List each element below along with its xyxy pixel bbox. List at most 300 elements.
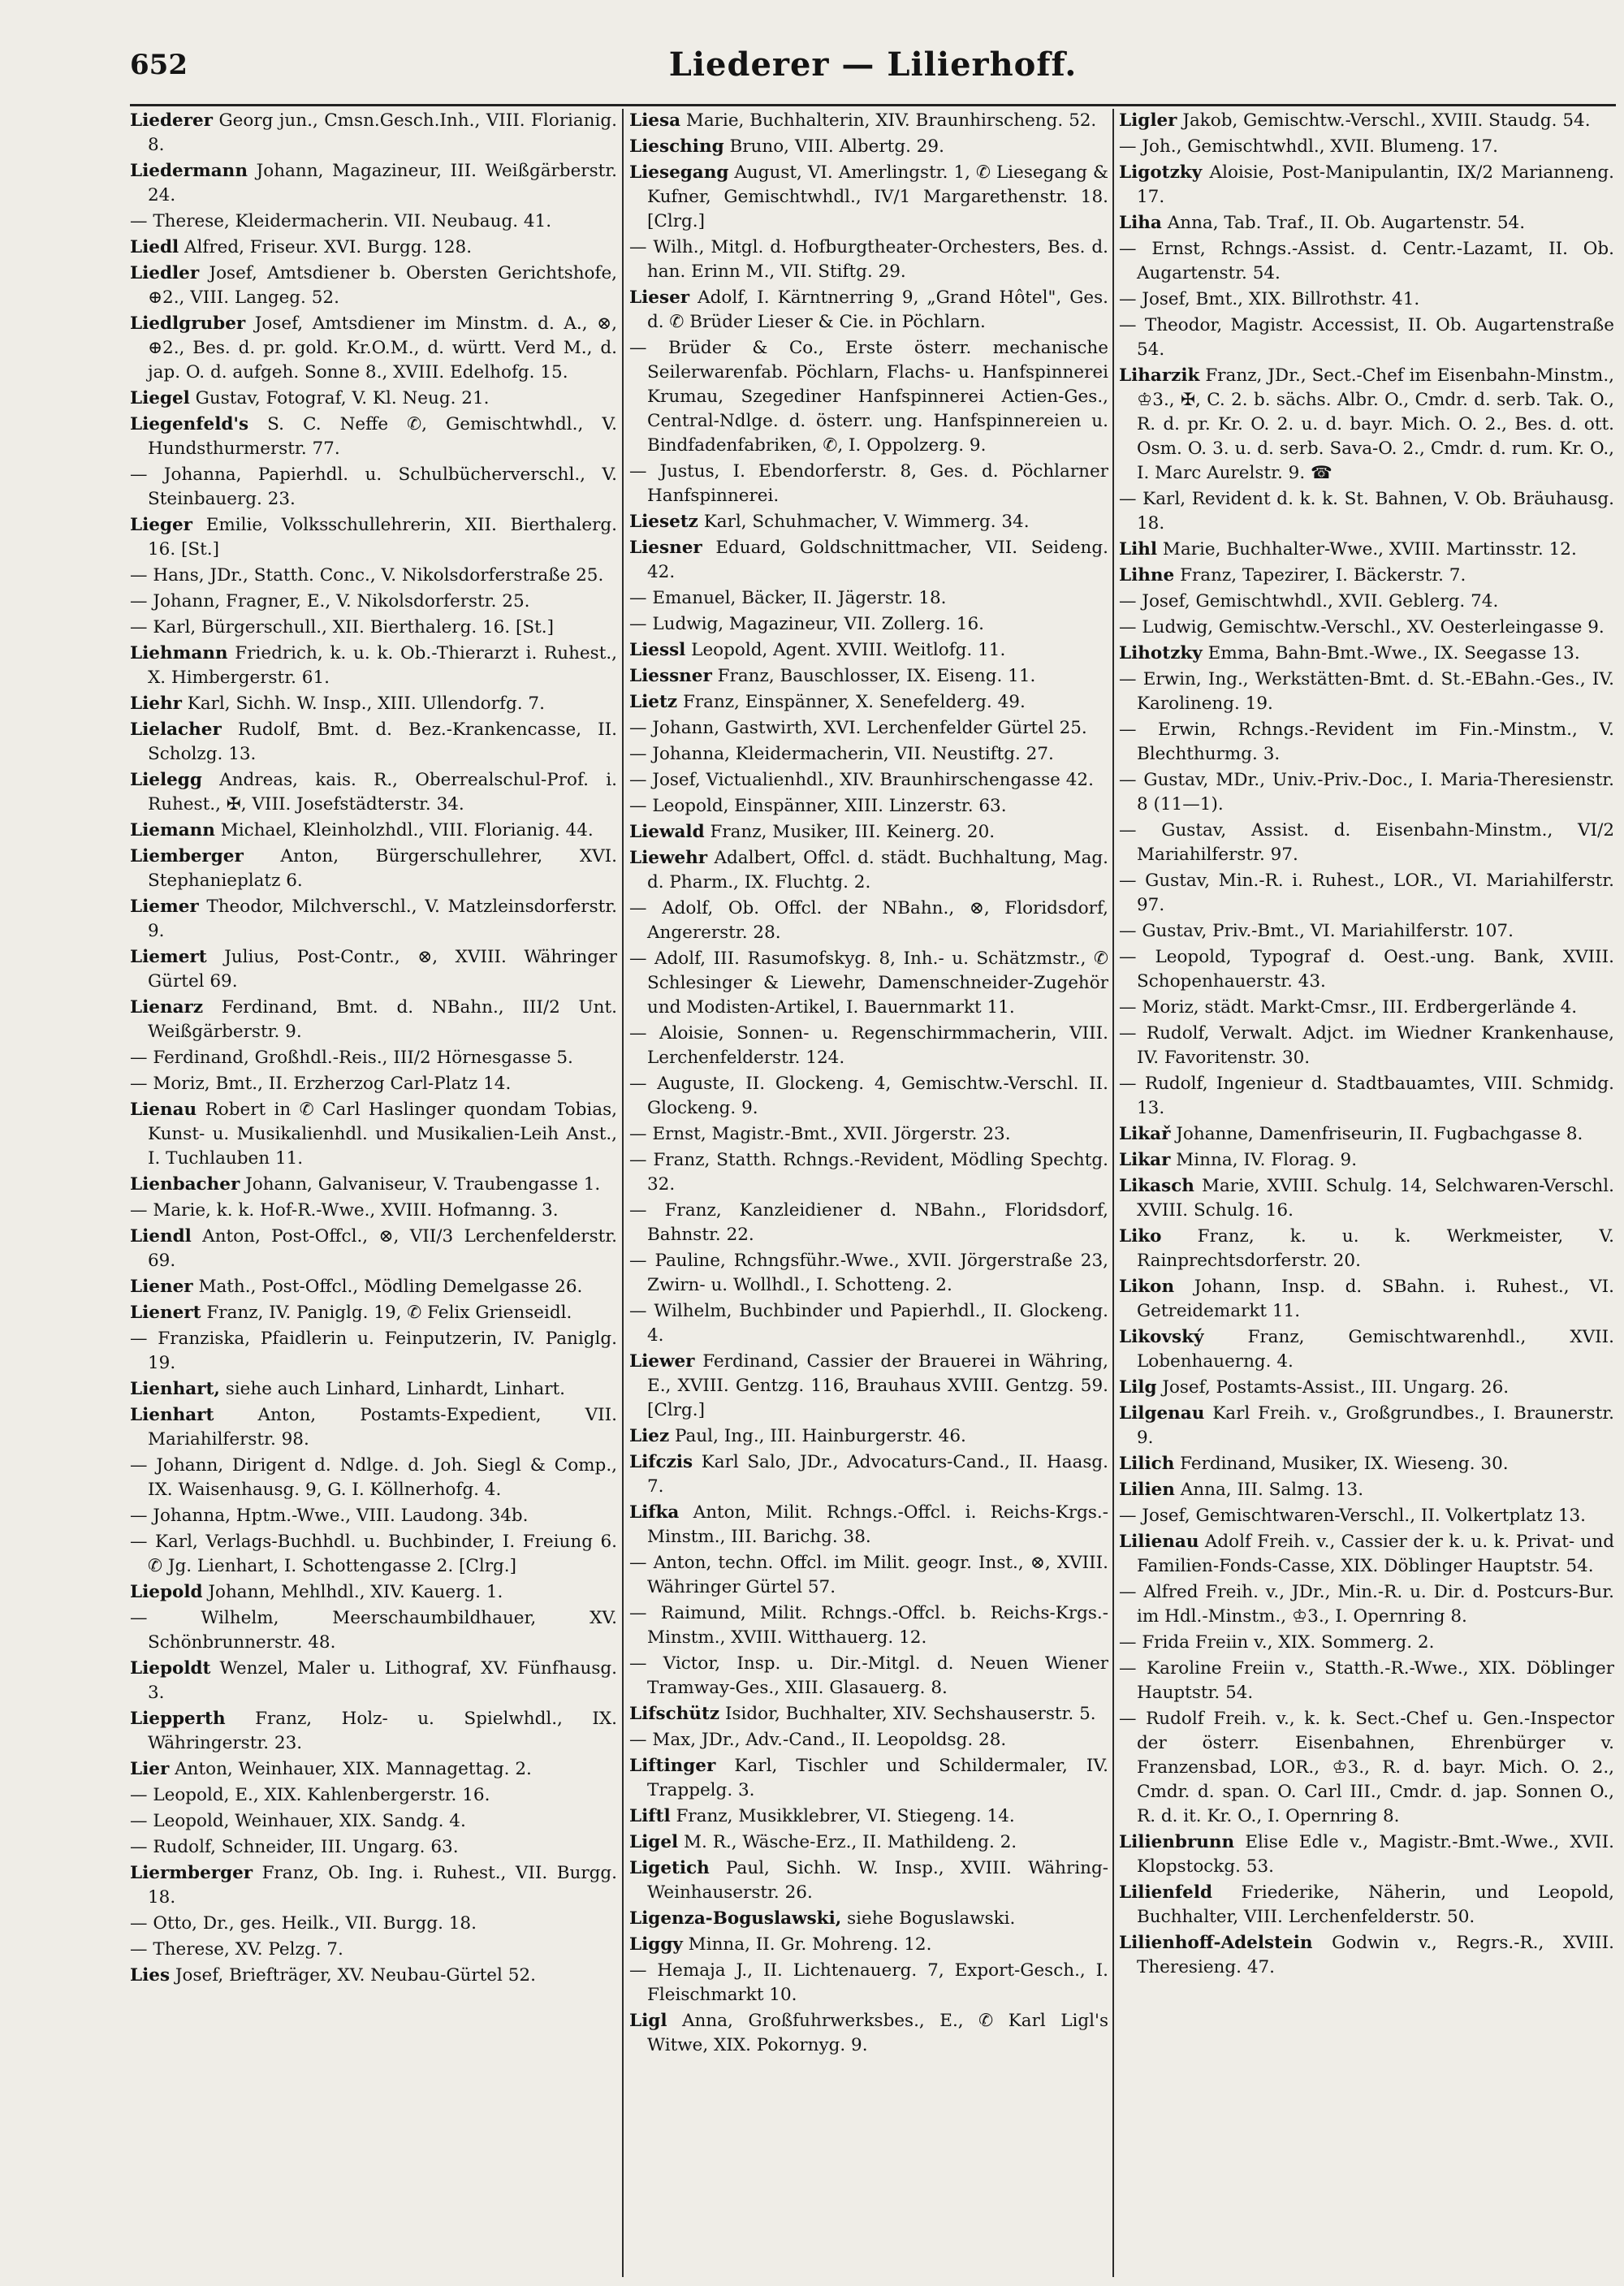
sub-entry [629,236,1108,284]
entry-surname: Lilich [1119,1454,1175,1474]
entry-text: — Leopold, E., XIX. Kahlenbergerstr. 16. [130,1785,490,1805]
directory-entry [1119,564,1614,588]
entry-text: Godwin v., Regrs.-R., XVIII. Theresieng. 47. [1137,1933,1614,1977]
directory-entry [1119,1174,1614,1223]
sub-entry [1119,718,1614,767]
entry-surname: Liegenfeld's [130,414,249,434]
sub-entry [629,1249,1108,1298]
sub-entry [130,1504,617,1528]
sub-entry [130,1606,617,1655]
directory-entry [1119,1122,1614,1147]
entry-surname: Lienert [130,1303,201,1323]
directory-entry [130,819,617,843]
page-number: 652 [130,49,188,81]
header-rule [130,104,1616,106]
directory-entry [1119,538,1614,562]
sub-entry [629,1199,1108,1247]
sub-entry [1119,668,1614,716]
entry-text: — Therese, Kleidermacherin. VII. Neubaug. 41. [130,211,552,231]
entry-text: Wenzel, Maler u. Lithograf, XV. Fünfhausg. 3. [148,1658,617,1703]
entry-surname: Ligotzky [1119,162,1203,183]
entry-text: Karl, Tischler und Schildermaler, IV. Trappelg. 3. [647,1756,1108,1800]
entry-text: — Adolf, Ob. Offcl. der NBahn., ⊗, Floridsdorf, Angererstr. 28. [629,898,1108,943]
entry-text: — Josef, Gemischtwhdl., XVII. Geblerg. 74. [1119,591,1499,611]
entry-text: Franz, k. u. k. Werkmeister, V. Rainprechtsdorferstr. 20. [1137,1226,1614,1271]
directory-entry [629,664,1108,689]
entry-surname: Lilienbrunn [1119,1832,1235,1852]
entry-text: — Johanna, Papierhdl. u. Schulbücherverschl., V. Steinbauerg. 23. [130,465,617,509]
entry-surname: Liessner [629,666,712,686]
directory-entry [629,510,1108,534]
entry-surname: Liehr [130,694,182,714]
entry-text: Minna, II. Gr. Mohreng. 12. [682,1934,932,1955]
entry-surname: Lielegg [130,770,202,790]
entry-surname: Liederer [130,110,214,131]
entry-surname: Liepperth [130,1709,226,1729]
entry-text: Anton, Milit. Rchngs.-Offcl. i. Reichs-Krgs.-Minstm., III. Barichg. 38. [647,1502,1108,1547]
entry-text: siehe Boguslawski. [841,1908,1016,1929]
entry-text: S. C. Neffe ✆, Gemischtwhdl., V. Hundsthurmerstr. 77. [148,414,617,459]
entry-text: — Justus, I. Ebendorferstr. 8, Ges. d. Pöchlarner Hanfspinnerei. [629,461,1108,506]
entry-surname: Likar [1119,1150,1171,1170]
entry-text: Johann, Galvaniseur, V. Traubengasse 1. [240,1174,601,1195]
entry-surname: Lifka [629,1502,680,1523]
entry-text: — Brüder & Co., Erste österr. mechanische Seilerwarenfab. Pöchlarn, Flachs- u. Hanfspinnerei Krumau, Szegediner Hanfspinnerei Actien-Ges., Central-Ndlge. d. österr. ung. Hanfspinnereien u. Bindfadenfabriken, ✆, I. Oppolzerg. 9. [629,338,1108,456]
sub-entry [629,460,1108,508]
entry-text: Marie, Buchhalterin, XIV. Braunhirscheng. 52. [680,110,1097,131]
directory-entry [629,2009,1108,2058]
directory-entry [629,1350,1108,1423]
sub-entry [1119,996,1614,1020]
entry-surname: Lihne [1119,565,1175,586]
entry-text: Anna, Tab. Traf., II. Ob. Augartenstr. 54. [1161,213,1526,233]
entry-text: Anton, Weinhauer, XIX. Mannagettag. 2. [169,1759,532,1779]
directory-entry [629,820,1108,845]
entry-text: — Josef, Victualienhdl., XIV. Braunhirschengasse 42. [629,770,1094,790]
directory-entry [130,1098,617,1171]
entry-surname: Liegel [130,388,190,408]
entry-text: Friedrich, k. u. k. Ob.-Thierarzt i. Ruhest., X. Himbergerstr. 61. [148,643,617,688]
entry-text: — Theodor, Magistr. Accessist, II. Ob. Augartenstraße 54. [1119,315,1614,360]
entry-surname: Lilg [1119,1377,1157,1398]
directory-entry [1119,1931,1614,1980]
sub-entry [130,210,617,234]
entry-text: Franz, JDr., Sect.-Chef im Eisenbahn-Minstm., ♔3., ✠, C. 2. b. sächs. Albr. O., Cmdr. d. serb. Tak. O., R. d. pr. Kr. O. 2. u. d. bayr. Mich. O. 2., Bes. d. ott. Osm. O. 3. u. d. serb. Sava-O. 2., Cmdr. d. rum. Kr. O., I. Marc Aurelstr. 9. ☎ [1137,365,1614,483]
entry-surname: Lier [130,1759,170,1779]
directory-entry [629,1702,1108,1726]
directory-entry [130,261,617,310]
entry-text: — Leopold, Typograf d. Oest.-ung. Bank, XVIII. Schopenhauerstr. 43. [1119,947,1614,992]
entry-text: Franz, Musiker, III. Keinerg. 20. [704,822,996,842]
directory-entry [130,1377,617,1402]
sub-entry [629,897,1108,945]
sub-entry [629,947,1108,1020]
sub-entry [1119,1631,1614,1655]
entry-text: — Ludwig, Gemischtw.-Verschl., XV. Oesterleingasse 9. [1119,617,1605,637]
sub-entry [629,1299,1108,1348]
directory-entry [130,1301,617,1325]
directory-entry [1119,109,1614,133]
entry-text: — Rudolf, Ingenieur d. Stadtbauamtes, VIII. Schmidg. 13. [1119,1074,1614,1118]
entry-surname: Liewer [629,1351,695,1372]
directory-entry [130,895,617,944]
entry-text: Karl Freih. v., Großgrundbes., I. Braunerstr. 9. [1137,1403,1614,1448]
directory-entry [130,387,617,411]
entry-surname: Liemert [130,947,207,967]
entry-text: Josef, Postamts-Assist., III. Ungarg. 26. [1156,1377,1510,1398]
entry-text: Anna, Großfuhrwerksbes., E., ✆ Karl Ligl's Witwe, XIX. Pokornyg. 9. [647,2011,1108,2055]
directory-entry [629,690,1108,715]
directory-entry [130,1403,617,1452]
entry-surname: Liessl [629,640,686,660]
entry-surname: Liggy [629,1934,683,1955]
entry-text: M. R., Wäsche-Erz., II. Mathildeng. 2. [678,1832,1017,1852]
directory-entry [629,1933,1108,1957]
entry-surname: Lieger [130,515,193,535]
entry-text: Adalbert, Offcl. d. städt. Buchhaltung, Mag. d. Pharm., IX. Fluchtg. 2. [647,848,1108,892]
entry-text: Paul, Sichh. W. Insp., XVIII. Währing-Weinhauserstr. 26. [647,1858,1108,1903]
entry-surname: Lienhart, [130,1379,220,1399]
sub-entry [629,1601,1108,1650]
page-header [130,42,1616,99]
sub-entry [1119,287,1614,312]
entry-text: Franz, Gemischtwarenhdl., XVII. Lobenhauerng. 4. [1137,1327,1614,1372]
entry-surname: Liedler [130,263,200,283]
entry-surname: Liesching [629,136,724,157]
directory-entry [629,536,1108,585]
directory-entry [130,1657,617,1705]
entry-text: — Wilhelm, Meerschaumbildhauer, XV. Schönbrunnerstr. 48. [130,1608,617,1653]
entry-text: Minna, IV. Florag. 9. [1170,1150,1358,1170]
sub-entry [130,590,617,614]
entry-text: — Rudolf, Verwalt. Adjct. im Wiedner Krankenhause, IV. Favoritenstr. 30. [1119,1023,1614,1068]
entry-text: — Wilh., Mitgl. d. Hofburgtheater-Orchesters, Bes. d. han. Erinn M., VII. Stiftg. 29. [629,237,1108,282]
sub-entry [629,1022,1108,1070]
entry-surname: Lilienfeld [1119,1882,1213,1903]
entry-surname: Liepold [130,1582,203,1602]
entry-text: Karl Salo, JDr., Advocaturs-Cand., II. Haasg. 7. [647,1452,1108,1497]
entry-surname: Liharzik [1119,365,1200,386]
entry-text: siehe auch Linhard, Linhardt, Linhart. [219,1379,565,1399]
directory-entry [629,1856,1108,1905]
entry-text: — Alfred Freih. v., JDr., Min.-R. u. Dir. d. Postcurs-Bur. im Hdl.-Minstm., ♔3., I. Opernring 8. [1119,1582,1614,1627]
entry-text: Franz, Einspänner, X. Senefelderg. 49. [677,692,1026,712]
directory-entry [629,638,1108,663]
entry-text: — Johann, Gastwirth, XVI. Lerchenfelder Gürtel 25. [629,718,1087,738]
entry-surname: Liewald [629,822,705,842]
entry-surname: Lilien [1119,1480,1175,1500]
entry-surname: Ligenza-Boguslawski, [629,1908,842,1929]
directory-entry [130,109,617,158]
entry-text: Elise Edle v., Magistr.-Bmt.-Wwe., XVII. Klopstockg. 53. [1137,1832,1614,1877]
entry-text: Josef, Amtsdiener im Minstm. d. A., ⊗, ⊕2., Bes. d. pr. gold. Kr.O.M., d. württ. Verd M., d. jap. O. d. aufgeh. Sonne 8., XVIII. Edelhofg. 15. [148,313,617,382]
entry-surname: Likovský [1119,1327,1204,1347]
entry-surname: Liehmann [130,643,228,663]
entry-text: Robert in ✆ Carl Haslinger quondam Tobias, Kunst- u. Musikalienhdl. und Musikalien-Leih Anst., I. Tuchlauben 11. [148,1100,617,1169]
entry-text: Alfred, Friseur. XVI. Burgg. 128. [179,237,473,257]
entry-surname: Lihl [1119,539,1158,560]
entry-text: Franz, Bauschlosser, IX. Eiseng. 11. [711,666,1036,686]
entry-text: — Karl, Revident d. k. k. St. Bahnen, V. Ob. Bräuhausg. 18. [1119,489,1614,534]
directory-entry [1119,1452,1614,1476]
sub-entry [629,612,1108,637]
entry-surname: Likař [1119,1124,1171,1144]
directory-entry [1119,1275,1614,1324]
running-title: Liederer — Lilierhoff. [668,45,1078,84]
sub-entry [130,616,617,640]
sub-entry [629,742,1108,767]
entry-text: — Marie, k. k. Hof-R.-Wwe., XVIII. Hofmanng. 3. [130,1200,559,1221]
entry-text: Friederike, Näherin, und Leopold, Buchhalter, VIII. Lerchenfelderstr. 50. [1137,1882,1614,1927]
entry-text: — Gustav, MDr., Univ.-Priv.-Doc., I. Maria-Theresienstr. 8 (11—1). [1119,770,1614,815]
entry-surname: Liedermann [130,161,248,181]
entry-surname: Lienhart [130,1405,214,1425]
entry-text: — Auguste, II. Glockeng. 4, Gemischtw.-Verschl. II. Glockeng. 9. [629,1074,1108,1118]
sub-entry [629,1652,1108,1700]
sub-entry [1119,1504,1614,1528]
entry-text: — Josef, Gemischtwaren-Verschl., II. Volkertplatz 13. [1119,1506,1587,1526]
entry-text: — Johann, Dirigent d. Ndlge. d. Joh. Siegl & Comp., IX. Waisenhausg. 9, G. I. Köllnerhofg. 4. [130,1455,617,1500]
entry-text: Johann, Insp. d. SBahn. i. Ruhest., VI. Getreidemarkt 11. [1137,1277,1614,1321]
entry-text: August, VI. Amerlingstr. 1, ✆ Liesegang & Kufner, Gemischtwhdl., IV/1 Margarethenstr. 18. [Clrg.] [647,162,1108,231]
sub-entry [130,1199,617,1223]
sub-entry [629,1959,1108,2007]
entry-surname: Lihotzky [1119,643,1203,663]
sub-entry [130,1912,617,1936]
entry-text: — Anton, techn. Offcl. im Milit. geogr. Inst., ⊗, XVIII. Währinger Gürtel 57. [629,1553,1108,1597]
directory-entry [130,718,617,767]
entry-surname: Ligetich [629,1858,710,1878]
directory-entry [629,135,1108,159]
directory-entry [1119,211,1614,236]
entry-text: Rudolf, Bmt. d. Bez.-Krankencasse, II. Scholzg. 13. [148,720,617,764]
directory-entry [130,1707,617,1756]
entry-text: Franz, Holz- u. Spielwhdl., IX. Währingerstr. 23. [148,1709,617,1753]
entry-text: Franz, IV. Paniglg. 19, ✆ Felix Grienseidl. [201,1303,572,1323]
sub-entry [629,1728,1108,1752]
entry-text: Theodor, Milchverschl., V. Matzleinsdorferstr. 9. [148,897,617,941]
directory-entry [1119,1881,1614,1929]
entry-text: Johann, Magazineur, III. Weißgärberstr. 24. [148,161,617,205]
entry-text: Marie, XVIII. Schulg. 14, Selchwaren-Verschl. XVIII. Schulg. 16. [1137,1176,1614,1221]
entry-text: — Otto, Dr., ges. Heilk., VII. Burgg. 18. [130,1913,477,1934]
entry-text: Math., Post-Offcl., Mödling Demelgasse 26. [192,1277,583,1297]
entry-text: Georg jun., Cmsn.Gesch.Inh., VIII. Florianig. 8. [148,110,617,155]
entry-surname: Lienarz [130,997,204,1018]
directory-entry [629,1907,1108,1931]
directory-entry [1119,161,1614,210]
directory-entry [130,1757,617,1782]
entry-text: Josef, Briefträger, XV. Neubau-Gürtel 52. [170,1965,536,1986]
directory-entry [130,413,617,461]
entry-text: Josef, Amtsdiener b. Obersten Gerichtshofe, ⊕2., VIII. Langeg. 52. [148,263,617,308]
directory-entry [1119,1830,1614,1879]
entry-text: — Leopold, Weinhauer, XIX. Sandg. 4. [130,1811,466,1831]
entry-text: Bruno, VIII. Albertg. 29. [723,136,944,157]
entry-text: — Karoline Freiin v., Statth.-R.-Wwe., XIX. Döblinger Hauptstr. 54. [1119,1658,1614,1703]
entry-surname: Liewehr [629,848,708,868]
entry-text: — Ernst, Magistr.-Bmt., XVII. Jörgerstr. 23. [629,1124,1011,1144]
entry-text: Jakob, Gemischtw.-Verschl., XVIII. Staudg. 54. [1177,110,1591,131]
entry-surname: Lilienau [1119,1532,1199,1552]
entry-surname: Liftinger [629,1756,716,1776]
entry-text: Leopold, Agent. XVIII. Weitlofg. 11. [685,640,1006,660]
sub-entry [130,1809,617,1834]
directory-entry [629,846,1108,895]
sub-entry [1119,768,1614,817]
entry-surname: Ligl [629,2011,667,2031]
entry-text: Anton, Post-Offcl., ⊗, VII/3 Lerchenfelderstr. 69. [148,1226,617,1271]
entry-text: — Frida Freiin v., XIX. Sommerg. 2. [1119,1632,1435,1653]
entry-text: — Ferdinand, Großhdl.-Reis., III/2 Hörnesgasse 5. [130,1048,573,1068]
column-3 [1119,109,1614,2281]
entry-text: — Hans, JDr., Statth. Conc., V. Nikolsdorferstraße 25. [130,565,604,586]
sub-entry [1119,945,1614,994]
sub-entry [1119,487,1614,536]
entry-text: — Josef, Bmt., XIX. Billrothstr. 41. [1119,289,1420,309]
directory-entry [1119,1402,1614,1450]
directory-entry [130,159,617,208]
directory-entry [629,109,1108,133]
sub-entry [1119,1657,1614,1705]
column-divider [1112,109,1114,2277]
directory-entry [130,1173,617,1197]
entry-surname: Liener [130,1277,193,1297]
directory-entry [629,1754,1108,1803]
entry-surname: Liesa [629,110,680,131]
entry-text: Julius, Post-Contr., ⊗, XVIII. Währinger Gürtel 69. [148,947,617,992]
directory-entry [130,1964,617,1988]
sub-entry [130,1072,617,1096]
entry-surname: Lifschütz [629,1704,720,1724]
entry-text: Ferdinand, Cassier der Brauerei in Währing, E., XVIII. Gentzg. 116, Brauhaus XVIII. Gentzg. 59. [Clrg.] [647,1351,1108,1420]
sub-entry [130,1938,617,1962]
entry-surname: Ligel [629,1832,679,1852]
sub-entry [629,1072,1108,1121]
entry-text: — Ernst, Rchngs.-Assist. d. Centr.-Lazamt, II. Ob. Augartenstr. 54. [1119,239,1614,283]
column-divider [622,109,624,2277]
entry-text: Gustav, Fotograf, V. Kl. Neug. 21. [189,388,490,408]
entry-text: — Johanna, Hptm.-Wwe., VIII. Laudong. 34b. [130,1506,529,1526]
sub-entry [629,1122,1108,1147]
entry-surname: Liemberger [130,846,244,866]
entry-surname: Liermberger [130,1863,253,1883]
directory-entry [629,161,1108,234]
directory-entry [130,1580,617,1605]
entry-text: Eduard, Goldschnittmacher, VII. Seideng. 42. [647,538,1108,582]
directory-entry [1119,1225,1614,1273]
sub-entry [1119,1072,1614,1121]
entry-surname: Liedlgruber [130,313,246,334]
entry-text: — Gustav, Min.-R. i. Ruhest., LOR., VI. Mariahilferstr. 97. [1119,871,1614,915]
directory-entry [629,1501,1108,1549]
entry-text: Emma, Bahn-Bmt.-Wwe., IX. Seegasse 13. [1202,643,1580,663]
entry-text: Adolf, I. Kärntnerring 9, „Grand Hôtel", Ges. d. ✆ Brüder Lieser & Cie. in Pöchlarn. [647,287,1108,332]
entry-text: Paul, Ing., III. Hainburgerstr. 46. [669,1426,966,1446]
entry-surname: Liesetz [629,512,698,532]
entry-text: — Gustav, Priv.-Bmt., VI. Mariahilferstr. 107. [1119,921,1514,941]
entry-text: Ferdinand, Musiker, IX. Wieseng. 30. [1174,1454,1509,1474]
directory-entry [130,312,617,385]
directory-entry [629,1450,1108,1499]
sub-entry [1119,1022,1614,1070]
entry-text: — Johann, Fragner, E., V. Nikolsdorferstr. 25. [130,591,530,611]
sub-entry [130,1783,617,1808]
entry-text: Michael, Kleinholzhdl., VIII. Florianig. 44. [214,820,594,841]
entry-surname: Lienau [130,1100,197,1120]
entry-text: — Ludwig, Magazineur, VII. Zollerg. 16. [629,614,984,634]
entry-surname: Liesegang [629,162,729,183]
directory-entry [1119,364,1614,486]
entry-text: — Adolf, III. Rasumofskyg. 8, Inh.- u. Schätzmstr., ✆ Schlesinger & Liewehr, Damenschneider-Zugehör und Modisten-Artikel, I. Bauernmarkt 11. [629,949,1108,1018]
entry-text: — Franz, Statth. Rchngs.-Revident, Mödling Spechtg. 32. [629,1150,1108,1195]
sub-entry [130,1835,617,1860]
entry-text: Anton, Postamts-Expedient, VII. Mariahilferstr. 98. [148,1405,617,1450]
entry-text: — Leopold, Einspänner, XIII. Linzerstr. 63. [629,796,1007,816]
directory-entry [629,1424,1108,1449]
column-2 [629,109,1108,2281]
entry-text: Karl, Sichh. W. Insp., XIII. Ullendorfg. 7. [181,694,545,714]
entry-text: — Johanna, Kleidermacherin, VII. Neustiftg. 27. [629,744,1054,764]
directory-entry [1119,642,1614,666]
sub-entry [130,1530,617,1579]
entry-text: — Emanuel, Bäcker, II. Jägerstr. 18. [629,588,947,608]
entry-text: — Max, JDr., Adv.-Cand., II. Leopoldsg. 28. [629,1730,1007,1750]
entry-text: Aloisie, Post-Manipulantin, IX/2 Marianneng. 17. [1137,162,1614,207]
sub-entry [629,1148,1108,1197]
directory-entry [130,945,617,994]
sub-entry [629,716,1108,741]
directory-entry [130,1861,617,1910]
sub-entry [1119,135,1614,159]
sub-entry [1119,590,1614,614]
entry-surname: Liha [1119,213,1162,233]
sub-entry [1119,1580,1614,1629]
directory-entry [130,692,617,716]
sub-entry [1119,313,1614,362]
entry-surname: Liepoldt [130,1658,211,1679]
entry-surname: Liemann [130,820,215,841]
sub-entry [629,586,1108,611]
sub-entry [1119,919,1614,944]
entry-surname: Lieser [629,287,690,308]
entry-text: — Karl, Verlags-Buchhdl. u. Buchbinder, I. Freiung 6. ✆ Jg. Lienhart, I. Schottengasse 2. [Clrg.] [130,1532,617,1576]
sub-entry [130,1454,617,1502]
entry-text: Adolf Freih. v., Cassier der k. u. k. Privat- und Familien-Fonds-Casse, XIX. Döblinger Hauptstr. 54. [1137,1532,1614,1576]
directory-entry [629,286,1108,335]
entry-surname: Lietz [629,692,678,712]
entry-surname: Liesner [629,538,702,558]
sub-entry [130,463,617,512]
entry-text: — Pauline, Rchngsführ.-Wwe., XVII. Jörgerstraße 23, Zwirn- u. Wollhdl., I. Schotteng. 2. [629,1251,1108,1295]
entry-text: Isidor, Buchhalter, XIV. Sechshauserstr. 5. [719,1704,1096,1724]
entry-text: — Gustav, Assist. d. Eisenbahn-Minstm., VI/2 Mariahilferstr. 97. [1119,820,1614,865]
directory-entry [130,642,617,690]
entry-text: — Franziska, Pfaidlerin u. Feinputzerin, IV. Paniglg. 19. [130,1329,617,1373]
directory-entry [130,845,617,893]
entry-surname: Liftl [629,1806,671,1826]
sub-entry [1119,237,1614,286]
sub-entry [1119,616,1614,640]
directory-entry [130,513,617,562]
entry-text: Johann, Mehlhdl., XIV. Kauerg. 1. [202,1582,503,1602]
sub-entry [629,1551,1108,1600]
entry-surname: Liemer [130,897,199,917]
sub-entry [629,768,1108,793]
entry-text: — Aloisie, Sonnen- u. Regenschirmmacherin, VIII. Lerchenfelderstr. 124. [629,1023,1108,1068]
directory-entry [1119,1478,1614,1502]
sub-entry [130,1046,617,1070]
